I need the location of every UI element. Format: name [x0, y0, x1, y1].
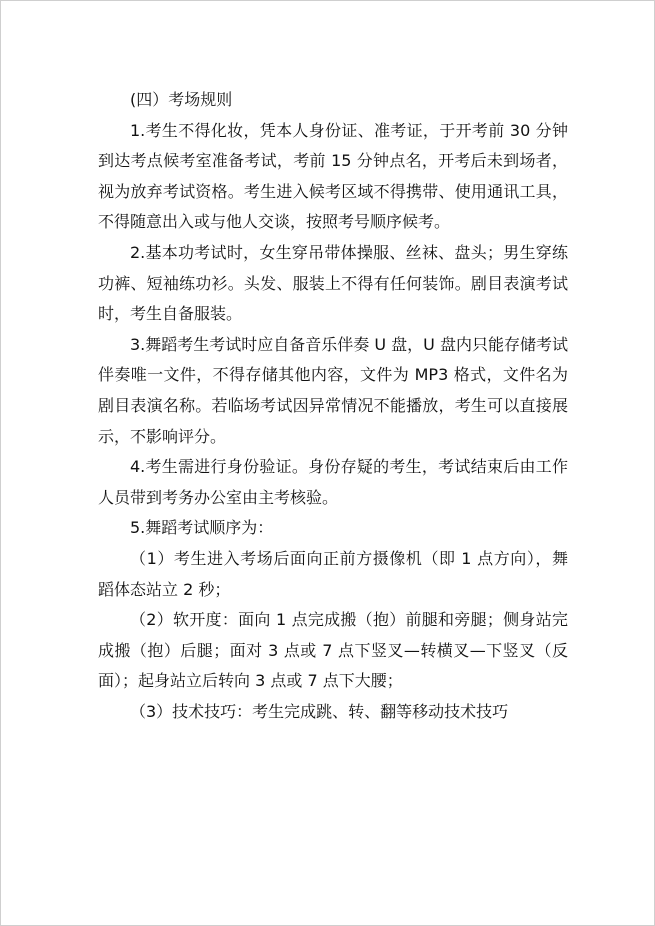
section-heading: (四）考场规则: [130, 90, 233, 109]
rule-paragraph-2: 2.基本功考试时，女生穿吊带体操服、丝袜、盘头；男生穿练功裤、短袖练功衫。头发、服装上不得有任何装饰。剧目表演考试时，考生自备服装。: [98, 242, 568, 324]
rule-paragraph-4: 4.考生需进行身份验证。身份存疑的考生，考试结束后由工作人员带到考务办公室由主考核验。: [98, 457, 568, 507]
exam-step-1: （1）考生进入考场后面向正前方摄像机（即 1 点方向），舞蹈体态站立 2 秒；: [98, 548, 568, 599]
rule-paragraph-3: 3.舞蹈考生考试时应自备音乐伴奏 U 盘，U 盘内只能存储考试伴奏唯一文件，不得存储其他内容，文件为 MP3 格式，文件名为剧目表演名称。若临场考试因异常情况不能播放，考生可以直接展示，不影响评分。: [98, 334, 568, 446]
rule-paragraph-5: 5.舞蹈考试顺序为：: [130, 518, 274, 538]
exam-step-3: （3）技术技巧：考生完成跳、转、翻等移动技术技巧: [130, 701, 509, 721]
exam-step-2: （2）软开度：面向 1 点完成搬（抱）前腿和旁腿；侧身站完成搬（抱）后腿；面对 3 点或 7 点下竖叉—转横叉—下竖叉（反面）；起身站立后转向 3 点或 7 点下大腰；: [98, 610, 568, 691]
rule-paragraph-1: 1.考生不得化妆，凭本人身份证、准考证，于开考前 30 分钟到达考点候考室准备考试，考前 15 分钟点名，开考后未到场者，视为放弃考试资格。考生进入候考区域不得携带、使用通讯工具，不得随意出入或与他人交谈，按照考号顺序候考。: [98, 120, 568, 232]
document-body: [98, 85, 568, 727]
